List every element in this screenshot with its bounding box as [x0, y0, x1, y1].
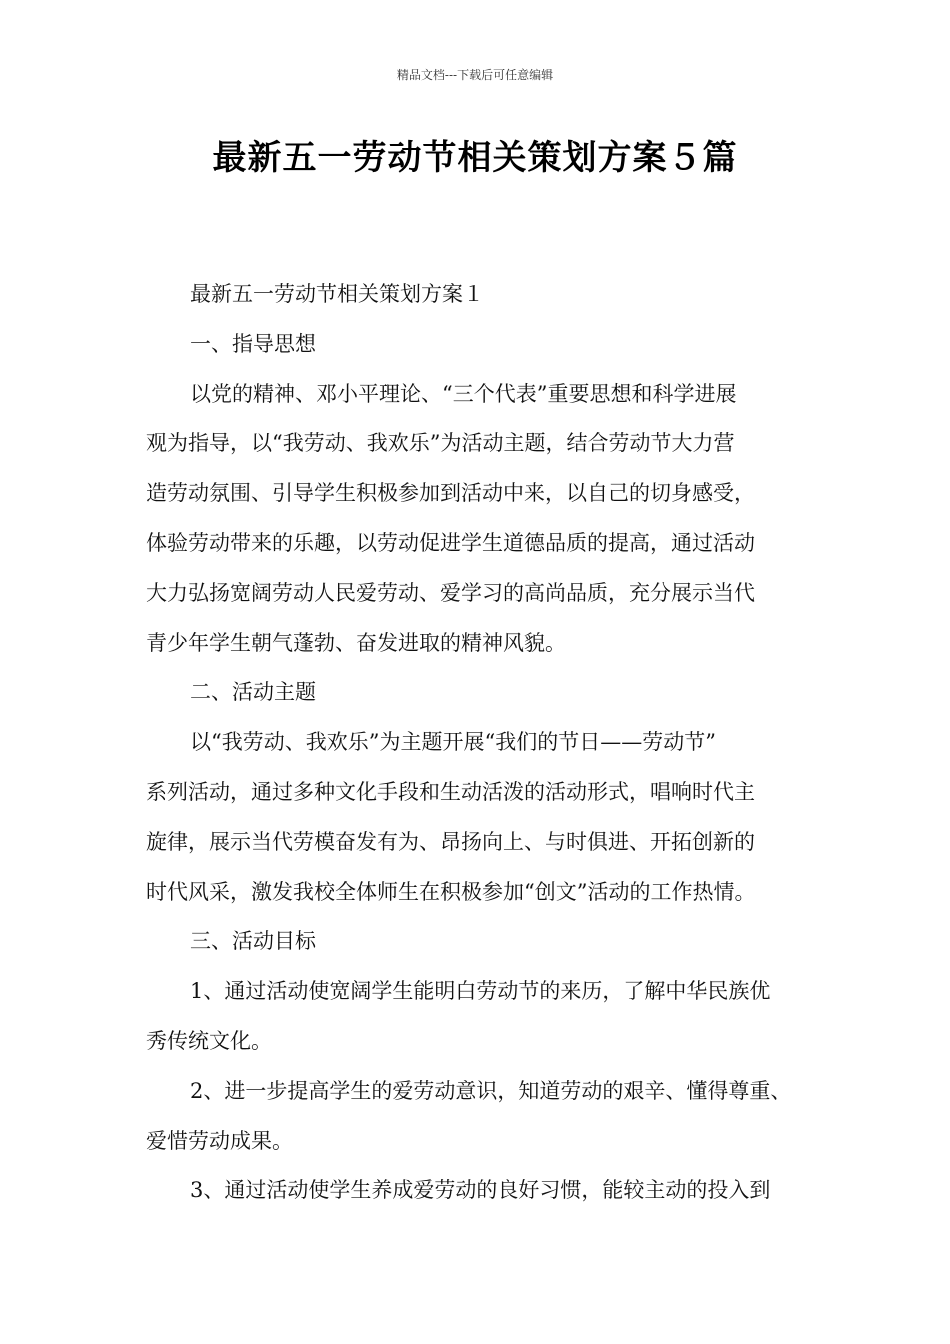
paragraph-line: 爱惜劳动成果。: [146, 1128, 293, 1153]
header-note: 精品文档---下载后可任意编辑: [396, 68, 554, 82]
paragraph-line: 体验劳动带来的乐趣，以劳动促进学生道德品质的提高，通过活动: [146, 531, 755, 555]
paragraph-line: 三、活动目标: [190, 929, 316, 954]
paragraph-line: 以“我劳动、我欢乐”为主题开展“我们的节日——劳动节”: [190, 730, 716, 755]
paragraph-line: 秀传统文化。: [146, 1029, 272, 1053]
paragraph-line: 以党的精神、邓小平理论、“三个代表”重要思想和科学进展: [190, 381, 737, 406]
paragraph-line: 1、通过活动使宽阔学生能明白劳动节的来历，了解中华民族优: [190, 979, 771, 1004]
paragraph-line: 一、指导思想: [190, 331, 316, 356]
paragraph-line: 大力弘扬宽阔劳动人民爱劳动、爱学习的高尚品质，充分展示当代: [146, 580, 755, 605]
document-title: 最新五一劳动节相关策划方案５篇: [212, 138, 738, 178]
paragraph-line: 系列活动，通过多种文化手段和生动活泼的活动形式，唱响时代主: [146, 780, 755, 804]
paragraph-line: 青少年学生朝气蓬勃、奋发进取的精神风貌。: [146, 630, 566, 655]
paragraph-line: 最新五一劳动节相关策划方案１: [190, 282, 484, 306]
paragraph-line: 旋律，展示当代劳模奋发有为、昂扬向上、与时俱进、开拓创新的: [146, 829, 755, 854]
paragraph-line: 观为指导，以“我劳动、我欢乐”为活动主题，结合劳动节大力营: [146, 431, 735, 456]
paragraph-line: 2、进一步提高学生的爱劳动意识，知道劳动的艰辛、懂得尊重、: [190, 1078, 792, 1103]
paragraph-line: 造劳动氛围、引导学生积极参加到活动中来，以自己的切身感受，: [146, 481, 755, 506]
paragraph-line: 二、活动主题: [190, 680, 316, 705]
paragraph-line: 3、通过活动使学生养成爱劳动的良好习惯，能较主动的投入到: [190, 1178, 771, 1203]
paragraph-line: 时代风采，激发我校全体师生在积极参加“创文”活动的工作热情。: [146, 879, 756, 904]
